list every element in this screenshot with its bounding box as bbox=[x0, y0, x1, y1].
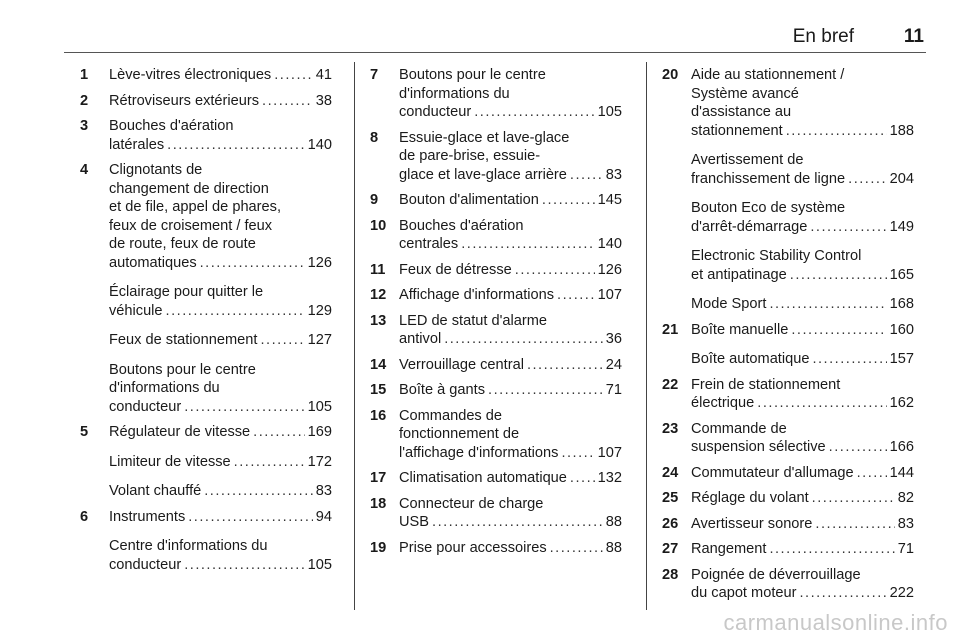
entry-last-line bbox=[691, 584, 914, 603]
item-number: 17 bbox=[370, 470, 387, 486]
index-entry bbox=[370, 356, 622, 375]
page-reference: 107 bbox=[597, 287, 622, 303]
entry-last-line bbox=[399, 330, 622, 349]
dot-leader bbox=[829, 438, 887, 457]
index-entry bbox=[80, 361, 332, 417]
entry-label: glace et lave-glace arrière bbox=[399, 166, 567, 183]
page-reference: 38 bbox=[315, 92, 332, 109]
entry-text-line: d'assistance au bbox=[691, 104, 792, 120]
entry-label: Limiteur de vitesse bbox=[109, 453, 231, 470]
entry-label: Feux de stationnement bbox=[109, 332, 258, 348]
entry-last-line bbox=[109, 482, 332, 501]
page-reference: 168 bbox=[889, 296, 914, 312]
entry-last-line bbox=[109, 302, 332, 321]
entry-last-line bbox=[109, 508, 332, 527]
dot-leader bbox=[184, 398, 304, 417]
item-number: 20 bbox=[662, 67, 679, 83]
index-entry bbox=[80, 283, 332, 320]
entry-last-line bbox=[399, 444, 622, 463]
index-entry bbox=[662, 515, 914, 534]
item-number: 14 bbox=[370, 356, 387, 373]
entry-text-line: Éclairage pour quitter le bbox=[109, 284, 264, 300]
entry-text-line: Système avancé bbox=[691, 85, 799, 102]
dot-leader bbox=[550, 539, 603, 558]
column-divider bbox=[354, 62, 355, 610]
dot-leader bbox=[857, 464, 887, 483]
item-number: 5 bbox=[80, 424, 89, 440]
entry-last-line bbox=[399, 103, 622, 122]
index-entry bbox=[370, 312, 622, 349]
page-reference: 24 bbox=[605, 356, 622, 373]
entry-label: Verrouillage central bbox=[399, 356, 524, 373]
item-number: 26 bbox=[662, 515, 679, 532]
entry-text-line: Boutons pour le centre bbox=[109, 361, 256, 378]
dot-leader bbox=[557, 286, 595, 305]
dot-leader bbox=[527, 356, 603, 375]
entry-last-line bbox=[691, 170, 914, 189]
entry-text-line: et de file, appel de phares, bbox=[109, 199, 282, 215]
index-entry bbox=[662, 199, 914, 236]
entry-text-line: Clignotants de bbox=[109, 162, 203, 178]
item-number: 18 bbox=[370, 495, 387, 512]
page-reference: 222 bbox=[889, 585, 914, 601]
entry-last-line bbox=[109, 453, 332, 472]
entry-text-line: d'informations du bbox=[399, 85, 510, 102]
entry-text-line: Connecteur de charge bbox=[399, 495, 544, 512]
entry-label: Volant chauffé bbox=[109, 483, 202, 499]
dot-leader bbox=[812, 350, 886, 369]
dot-leader bbox=[274, 66, 313, 85]
item-number: 23 bbox=[662, 420, 679, 437]
dot-leader bbox=[570, 469, 595, 488]
index-entry bbox=[370, 539, 622, 558]
dot-leader bbox=[461, 235, 594, 254]
dot-leader bbox=[815, 515, 894, 534]
entry-text-line: Bouches d'aération bbox=[109, 118, 234, 134]
index-entry bbox=[370, 407, 622, 463]
entry-label: Feux de détresse bbox=[399, 261, 512, 278]
index-column-3 bbox=[662, 66, 914, 603]
entry-label: Réglage du volant bbox=[691, 490, 809, 506]
item-number: 19 bbox=[370, 539, 387, 556]
entry-last-line bbox=[399, 356, 622, 375]
item-number: 12 bbox=[370, 287, 387, 303]
dot-leader bbox=[570, 166, 603, 185]
entry-text-line: changement de direction bbox=[109, 180, 269, 197]
index-entry bbox=[80, 161, 332, 272]
index-entry bbox=[662, 376, 914, 413]
index-entry bbox=[370, 191, 622, 210]
dot-leader bbox=[515, 261, 595, 280]
index-entry bbox=[80, 537, 332, 574]
entry-label: du capot moteur bbox=[691, 585, 797, 601]
dot-leader bbox=[184, 556, 304, 575]
entry-label: Lève-vitres électroniques bbox=[109, 67, 272, 83]
entry-text-line: de route, feux de route bbox=[109, 236, 256, 252]
entry-label: conducteur bbox=[109, 556, 182, 573]
entry-text-line: Bouches d'aération bbox=[399, 217, 524, 234]
index-entry bbox=[370, 129, 622, 185]
entry-last-line bbox=[691, 464, 914, 483]
index-entry bbox=[80, 117, 332, 154]
entry-last-line bbox=[109, 331, 332, 350]
page-reference: 82 bbox=[897, 490, 914, 506]
item-number: 1 bbox=[80, 67, 89, 83]
entry-label: Avertisseur sonore bbox=[691, 515, 813, 532]
page-reference: 105 bbox=[307, 556, 332, 573]
page-reference: 126 bbox=[597, 261, 622, 278]
dot-leader bbox=[204, 482, 313, 501]
dot-leader bbox=[234, 453, 305, 472]
dot-leader bbox=[769, 540, 894, 559]
index-entry bbox=[80, 453, 332, 472]
entry-label: l'affichage d'informations bbox=[399, 444, 559, 461]
index-column-1 bbox=[80, 66, 332, 574]
item-number: 6 bbox=[80, 508, 89, 525]
entry-label: Boîte manuelle bbox=[691, 321, 789, 338]
entry-label: USB bbox=[399, 514, 430, 530]
entry-text-line: Commande de bbox=[691, 420, 787, 437]
page-reference: 160 bbox=[889, 321, 914, 338]
index-entry bbox=[80, 482, 332, 501]
entry-text-line: Boutons pour le centre bbox=[399, 67, 546, 83]
item-number: 2 bbox=[80, 92, 89, 109]
entry-label: latérales bbox=[109, 136, 165, 153]
entry-text-line: Essuie-glace et lave-glace bbox=[399, 129, 570, 146]
index-entry bbox=[370, 286, 622, 305]
entry-last-line bbox=[399, 539, 622, 558]
dot-leader bbox=[812, 489, 895, 508]
page-reference: 132 bbox=[597, 470, 622, 486]
entry-label: Rétroviseurs extérieurs bbox=[109, 92, 260, 109]
entry-text-line: fonctionnement de bbox=[399, 426, 520, 442]
item-number: 24 bbox=[662, 464, 679, 481]
item-number: 25 bbox=[662, 490, 679, 506]
page-header bbox=[64, 0, 926, 53]
page-reference: 41 bbox=[315, 67, 332, 83]
item-number: 27 bbox=[662, 541, 679, 557]
page-reference: 157 bbox=[889, 351, 914, 367]
entry-last-line bbox=[109, 254, 332, 273]
page-reference: 71 bbox=[605, 382, 622, 398]
dot-leader bbox=[791, 321, 886, 340]
entry-last-line bbox=[691, 295, 914, 314]
item-number: 3 bbox=[80, 118, 89, 134]
index-entry bbox=[662, 350, 914, 369]
entry-last-line bbox=[691, 122, 914, 141]
dot-leader bbox=[810, 218, 886, 237]
entry-last-line bbox=[399, 235, 622, 254]
page-reference: 126 bbox=[307, 254, 332, 271]
dot-leader bbox=[260, 331, 304, 350]
dot-leader bbox=[253, 423, 304, 442]
entry-last-line bbox=[691, 266, 914, 285]
page-reference: 88 bbox=[605, 514, 622, 530]
page-reference: 162 bbox=[889, 395, 914, 411]
index-entry bbox=[662, 247, 914, 284]
entry-text-line: de pare-brise, essuie- bbox=[399, 148, 541, 164]
entry-last-line bbox=[691, 515, 914, 534]
page-reference: 165 bbox=[889, 266, 914, 283]
page-reference: 83 bbox=[315, 483, 332, 499]
entry-text-line: Commandes de bbox=[399, 407, 503, 424]
entry-label: antivol bbox=[399, 331, 442, 347]
index-entry bbox=[662, 295, 914, 314]
dot-leader bbox=[262, 92, 313, 111]
entry-label: suspension sélective bbox=[691, 439, 826, 455]
entry-last-line bbox=[399, 166, 622, 185]
entry-last-line bbox=[109, 398, 332, 417]
page-reference: 144 bbox=[889, 464, 914, 481]
index-entry bbox=[80, 331, 332, 350]
item-number: 15 bbox=[370, 382, 387, 398]
dot-leader bbox=[848, 170, 887, 189]
entry-label: électrique bbox=[691, 395, 755, 411]
entry-text-line: Centre d'informations du bbox=[109, 538, 268, 554]
index-entry bbox=[370, 381, 622, 400]
entry-label: Rangement bbox=[691, 541, 767, 557]
dot-leader bbox=[200, 254, 305, 273]
entry-last-line bbox=[691, 540, 914, 559]
dot-leader bbox=[542, 191, 595, 210]
page-reference: 140 bbox=[597, 236, 622, 252]
index-entry bbox=[662, 420, 914, 457]
index-entry bbox=[662, 151, 914, 188]
page-reference: 105 bbox=[307, 398, 332, 415]
item-number: 11 bbox=[370, 261, 386, 278]
entry-label: Instruments bbox=[109, 508, 186, 525]
page-reference: 204 bbox=[889, 170, 914, 187]
entry-label: conducteur bbox=[109, 398, 182, 415]
index-entry bbox=[370, 469, 622, 488]
index-entry bbox=[80, 508, 332, 527]
item-number: 21 bbox=[662, 321, 679, 338]
index-entry bbox=[662, 540, 914, 559]
page-reference: 94 bbox=[315, 508, 332, 525]
entry-last-line bbox=[691, 438, 914, 457]
entry-last-line bbox=[691, 394, 914, 413]
entry-last-line bbox=[691, 489, 914, 508]
index-entry bbox=[370, 261, 622, 280]
entry-last-line bbox=[399, 261, 622, 280]
item-number: 9 bbox=[370, 192, 379, 208]
entry-last-line bbox=[399, 191, 622, 210]
entry-label: Régulateur de vitesse bbox=[109, 424, 251, 440]
page-reference: 149 bbox=[889, 218, 914, 235]
page-title: En bref bbox=[792, 26, 854, 47]
page-reference: 188 bbox=[889, 122, 914, 139]
dot-leader bbox=[188, 508, 313, 527]
entry-label: centrales bbox=[399, 236, 459, 252]
entry-last-line bbox=[399, 381, 622, 400]
entry-last-line bbox=[691, 321, 914, 340]
entry-last-line bbox=[691, 350, 914, 369]
page-reference: 83 bbox=[605, 166, 622, 183]
index-entry bbox=[80, 92, 332, 111]
entry-last-line bbox=[691, 218, 914, 237]
page-reference: 36 bbox=[605, 331, 622, 347]
item-number: 8 bbox=[370, 129, 379, 146]
entry-label: Boîte automatique bbox=[691, 351, 810, 367]
entry-label: Bouton d'alimentation bbox=[399, 192, 539, 208]
dot-leader bbox=[790, 266, 887, 285]
entry-text-line: Poignée de déverrouillage bbox=[691, 566, 861, 583]
page-reference: 140 bbox=[307, 136, 332, 153]
dot-leader bbox=[757, 394, 886, 413]
item-number: 13 bbox=[370, 312, 387, 329]
entry-last-line bbox=[109, 66, 332, 85]
index-column-2 bbox=[370, 66, 622, 557]
dot-leader bbox=[444, 330, 603, 349]
entry-last-line bbox=[109, 423, 332, 442]
dot-leader bbox=[799, 584, 886, 603]
entry-label: Climatisation automatique bbox=[399, 470, 567, 486]
entry-last-line bbox=[399, 469, 622, 488]
item-number: 22 bbox=[662, 376, 679, 393]
entry-label: Commutateur d'allumage bbox=[691, 464, 854, 481]
index-entry bbox=[370, 495, 622, 532]
entry-label: stationnement bbox=[691, 122, 783, 139]
index-entry bbox=[662, 464, 914, 483]
page-reference: 71 bbox=[897, 541, 914, 557]
index-entry bbox=[80, 423, 332, 442]
page-reference: 169 bbox=[307, 424, 332, 440]
page-reference: 83 bbox=[897, 515, 914, 532]
dot-leader bbox=[488, 381, 603, 400]
item-number: 16 bbox=[370, 407, 387, 424]
dot-leader bbox=[769, 295, 886, 314]
entry-label: Prise pour accessoires bbox=[399, 539, 547, 556]
entry-label: véhicule bbox=[109, 302, 163, 319]
entry-label: Affichage d'informations bbox=[399, 287, 555, 303]
index-entry bbox=[662, 321, 914, 340]
column-divider bbox=[646, 62, 647, 610]
page-reference: 107 bbox=[597, 444, 622, 461]
index-entry bbox=[370, 66, 622, 122]
entry-text-line: LED de statut d'alarme bbox=[399, 312, 547, 329]
entry-label: et antipatinage bbox=[691, 266, 787, 283]
dot-leader bbox=[167, 136, 304, 155]
item-number: 10 bbox=[370, 217, 387, 234]
entry-text-line: Bouton Eco de système bbox=[691, 200, 846, 216]
entry-label: Mode Sport bbox=[691, 296, 767, 312]
entry-text-line: Aide au stationnement / bbox=[691, 67, 845, 83]
entry-last-line bbox=[109, 92, 332, 111]
watermark: carmanualsonline.info bbox=[723, 610, 948, 635]
entry-text-line: Avertissement de bbox=[691, 152, 804, 168]
entry-text-line: Electronic Stability Control bbox=[691, 248, 862, 264]
page-reference: 166 bbox=[889, 439, 914, 455]
page-reference: 172 bbox=[307, 453, 332, 470]
entry-last-line bbox=[109, 136, 332, 155]
entry-label: conducteur bbox=[399, 104, 472, 120]
index-entry bbox=[80, 66, 332, 85]
dot-leader bbox=[786, 122, 887, 141]
index-entry bbox=[662, 66, 914, 140]
entry-text-line: d'informations du bbox=[109, 380, 220, 396]
entry-text-line: Frein de stationnement bbox=[691, 376, 841, 393]
page-reference: 145 bbox=[597, 192, 622, 208]
entry-label: d'arrêt-démarrage bbox=[691, 218, 808, 235]
dot-leader bbox=[432, 513, 603, 532]
entry-last-line bbox=[109, 556, 332, 575]
entry-label: franchissement de ligne bbox=[691, 170, 846, 187]
item-number: 4 bbox=[80, 162, 89, 178]
entry-label: automatiques bbox=[109, 254, 197, 271]
page-reference: 129 bbox=[307, 302, 332, 319]
dot-leader bbox=[474, 103, 594, 122]
page-reference: 88 bbox=[605, 539, 622, 556]
page-reference: 105 bbox=[597, 104, 622, 120]
entry-text-line: feux de croisement / feux bbox=[109, 217, 273, 234]
dot-leader bbox=[561, 444, 594, 463]
entry-last-line bbox=[399, 513, 622, 532]
entry-label: Boîte à gants bbox=[399, 382, 486, 398]
dot-leader bbox=[166, 302, 305, 321]
entry-last-line bbox=[399, 286, 622, 305]
index-entry bbox=[662, 489, 914, 508]
item-number: 7 bbox=[370, 67, 379, 83]
item-number: 28 bbox=[662, 566, 679, 583]
page-reference: 127 bbox=[307, 332, 332, 348]
page-number: 11 bbox=[903, 26, 924, 47]
index-entry bbox=[370, 217, 622, 254]
index-entry bbox=[662, 566, 914, 603]
